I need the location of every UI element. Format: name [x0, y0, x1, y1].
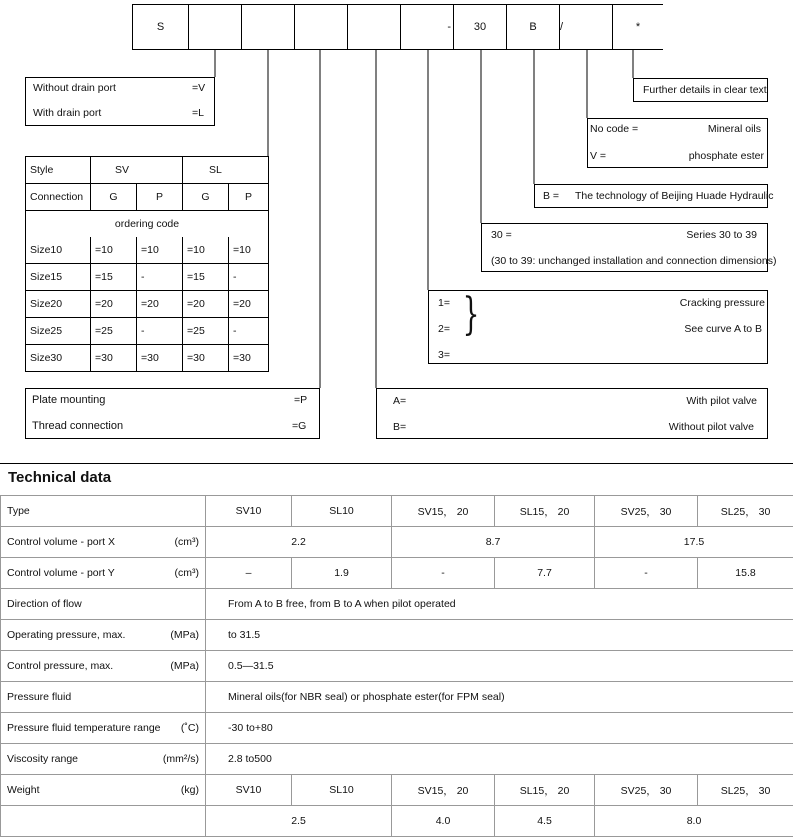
table-row: [1, 682, 793, 713]
visc-unit: (mm²/s): [163, 753, 199, 765]
thread-connection-code: =G: [292, 420, 306, 432]
size-code: =20: [183, 291, 229, 318]
flow-value: From A to B free, from B to A when pilot operated: [206, 589, 793, 620]
style-sv: SV: [91, 157, 183, 184]
temp-label-cell: [1, 713, 206, 744]
table-row: [1, 496, 793, 527]
size-code: =20: [137, 291, 183, 318]
cvx-unit: (cm³): [175, 536, 200, 548]
without-drain-code: =V: [192, 82, 205, 94]
table-row: [1, 775, 793, 806]
size-label: Size10: [26, 237, 91, 264]
temp-label: Pressure fluid temperature range: [7, 722, 161, 734]
visc-label-cell: [1, 744, 206, 775]
drain-port-box: [25, 77, 215, 126]
pilot-b-text: Without pilot valve: [669, 421, 754, 433]
size-code: =30: [229, 345, 269, 372]
type-cell: SL10: [292, 496, 392, 527]
series-code: 30 =: [491, 229, 512, 241]
pilot-a-text: With pilot valve: [686, 395, 757, 407]
cp-unit: (MPa): [170, 660, 199, 672]
technical-data-table: [0, 495, 793, 837]
cvy-value: -: [392, 558, 495, 589]
table-row: [26, 237, 269, 264]
pilot-b: B=: [393, 421, 406, 433]
cracking-3: 3=: [438, 349, 450, 361]
technology-box: [534, 184, 768, 208]
weight-type: SL25， 30: [698, 775, 793, 806]
table-row: [1, 651, 793, 682]
cracking-text: Cracking pressure: [680, 297, 765, 309]
op-unit: (MPa): [170, 629, 199, 641]
size-code: -: [229, 264, 269, 291]
weight-type: SL15， 20: [495, 775, 595, 806]
weight-blank: [1, 806, 206, 837]
code-cell-seal: /: [559, 4, 613, 50]
technical-data-title: Technical data: [8, 469, 111, 486]
weight-value: 4.5: [495, 806, 595, 837]
size-label: Size15: [26, 264, 91, 291]
table-row: [1, 527, 793, 558]
table-row: [26, 264, 269, 291]
table-row: [26, 345, 269, 372]
ordering-code-label: ordering code: [26, 211, 269, 238]
further-details-text: Further details in clear text: [643, 84, 767, 96]
series-text: Series 30 to 39: [686, 229, 757, 241]
type-cell: SL15， 20: [495, 496, 595, 527]
size-code: =30: [91, 345, 137, 372]
size-code: -: [137, 318, 183, 345]
cvy-label-cell: [1, 558, 206, 589]
further-details-box: [633, 78, 768, 102]
cvy-unit: (cm³): [175, 567, 200, 579]
cvx-value: 8.7: [392, 527, 595, 558]
cvy-value: –: [206, 558, 292, 589]
cvy-value: 7.7: [495, 558, 595, 589]
size-code: =10: [91, 237, 137, 264]
conn-p-sl: P: [229, 184, 269, 211]
code-cell-tech: B: [506, 4, 560, 50]
table-row: [1, 744, 793, 775]
seal-phosphate: phosphate ester: [689, 150, 764, 162]
flow-label: Direction of flow: [1, 589, 206, 620]
type-label: Type: [1, 496, 206, 527]
type-cell: SV15， 20: [392, 496, 495, 527]
weight-label-cell: [1, 775, 206, 806]
size-label: Size20: [26, 291, 91, 318]
section-divider: [0, 463, 793, 464]
seal-mineral: Mineral oils: [708, 123, 761, 135]
size-code: =15: [183, 264, 229, 291]
with-drain-label: With drain port: [33, 107, 101, 119]
style-sl: SL: [183, 157, 269, 184]
table-row: [1, 620, 793, 651]
conn-p-sv: P: [137, 184, 183, 211]
connection-label: Connection: [26, 184, 91, 211]
type-cell: SL25， 30: [698, 496, 793, 527]
pilot-a: A=: [393, 395, 406, 407]
weight-type: SV10: [206, 775, 292, 806]
pilot-valve-box: [376, 388, 768, 439]
size-code: -: [137, 264, 183, 291]
style-size-table: [25, 156, 269, 372]
type-cell: SV10: [206, 496, 292, 527]
size-code: =30: [183, 345, 229, 372]
fluid-value: Mineral oils(for NBR seal) or phosphate ester(for FPM seal): [206, 682, 793, 713]
size-code: =10: [183, 237, 229, 264]
table-row: [1, 589, 793, 620]
size-label: Size30: [26, 345, 91, 372]
cracking-2: 2=: [438, 323, 450, 335]
series-box: [481, 223, 768, 272]
plate-mounting-code: =P: [294, 394, 307, 406]
size-code: =10: [137, 237, 183, 264]
table-row: [1, 713, 793, 744]
weight-value: 2.5: [206, 806, 392, 837]
size-code: =10: [229, 237, 269, 264]
plate-mounting-label: Plate mounting: [32, 394, 105, 406]
weight-label: Weight: [7, 784, 40, 796]
with-drain-code: =L: [192, 107, 204, 119]
size-code: =25: [183, 318, 229, 345]
table-row: [26, 318, 269, 345]
table-row: [26, 291, 269, 318]
size-code: -: [229, 318, 269, 345]
weight-type: SL10: [292, 775, 392, 806]
cvy-value: 1.9: [292, 558, 392, 589]
size-code: =20: [91, 291, 137, 318]
size-code: =30: [137, 345, 183, 372]
brace-symbol: }: [463, 293, 480, 337]
weight-type: SV15， 20: [392, 775, 495, 806]
temp-value: -30 to+80: [206, 713, 793, 744]
seal-nocode: No code =: [590, 123, 638, 135]
temp-unit: (˚C): [181, 722, 199, 734]
cvx-value: 17.5: [595, 527, 793, 558]
without-drain-label: Without drain port: [33, 82, 116, 94]
visc-label: Viscosity range: [7, 753, 78, 765]
fluid-label: Pressure fluid: [1, 682, 206, 713]
seal-box: [587, 118, 768, 168]
cracking-pressure-box: [428, 290, 768, 364]
table-row: [1, 806, 793, 837]
thread-connection-label: Thread connection: [32, 420, 123, 432]
cvy-label: Control volume - port Y: [7, 567, 115, 579]
weight-value: 8.0: [595, 806, 793, 837]
weight-unit: (kg): [181, 784, 199, 796]
cp-value: 0.5—31.5: [206, 651, 793, 682]
type-cell: SV25， 30: [595, 496, 698, 527]
conn-g-sl: G: [183, 184, 229, 211]
code-cell-cracking: -: [400, 4, 454, 50]
visc-value: 2.8 to500: [206, 744, 793, 775]
op-value: to 31.5: [206, 620, 793, 651]
cvx-label-cell: [1, 527, 206, 558]
technology-code: B =: [543, 190, 559, 202]
cracking-1: 1=: [438, 297, 450, 309]
cracking-curve-text: See curve A to B: [684, 323, 762, 335]
cvy-value: -: [595, 558, 698, 589]
op-label: Operating pressure, max.: [7, 629, 125, 641]
style-label: Style: [26, 157, 91, 184]
cvx-value: 2.2: [206, 527, 392, 558]
code-cell-further: *: [612, 4, 663, 50]
code-cell-series: 30: [453, 4, 507, 50]
weight-value: 4.0: [392, 806, 495, 837]
mounting-box: [25, 388, 320, 439]
code-cell-s: S: [132, 4, 189, 50]
table-row: [1, 558, 793, 589]
size-code: =25: [91, 318, 137, 345]
op-label-cell: [1, 620, 206, 651]
conn-g-sv: G: [91, 184, 137, 211]
cvy-value: 15.8: [698, 558, 793, 589]
technology-text: The technology of Beijing Huade Hydraulic: [575, 190, 773, 202]
weight-type: SV25， 30: [595, 775, 698, 806]
cp-label-cell: [1, 651, 206, 682]
size-label: Size25: [26, 318, 91, 345]
size-code: =15: [91, 264, 137, 291]
cvx-label: Control volume - port X: [7, 536, 115, 548]
series-note: (30 to 39: unchanged installation and connection dimensions): [491, 255, 776, 267]
size-code: =20: [229, 291, 269, 318]
cp-label: Control pressure, max.: [7, 660, 113, 672]
seal-v: V =: [590, 150, 606, 162]
